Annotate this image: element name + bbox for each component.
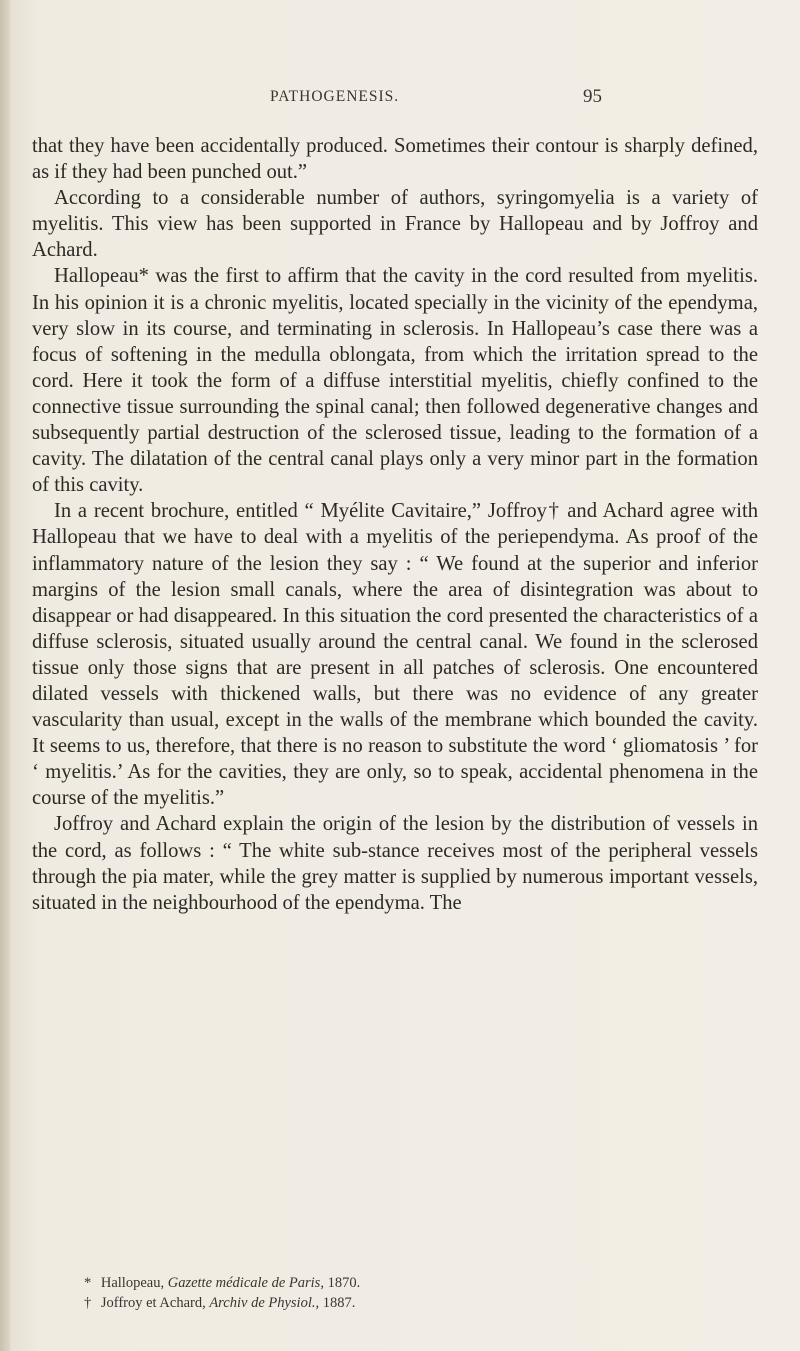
footnote-mark: * [84,1275,92,1291]
paragraph: Hallopeau* was the first to affirm that the cavity in the cord resulted from myelitis. In his opinion it is a chronic myelitis, located specially in the vicinity of the ependyma, very slow in its course, and terminating in sclerosis. In Hallopeau’s case there was a focus of softening in the medulla oblongata, from which the irritation spread to the cord. Here it took the form of a diffuse interstitial myelitis, chiefly confined to the connective tissue surrounding the spinal canal; then followed degenerative changes and subsequently partial destruction of the sclerosed tissue, leading to the formation of a cavity. The dilatation of the central canal plays only a very minor part in the formation of this cavity. [32,265,758,497]
footnote-author: Hallopeau, [100,1275,165,1291]
body-text [32,133,758,916]
paragraph: Joffroy and Achard explain the origin of the lesion by the distribution of vessels in the cord, as follows : “ The white sub-stance receives most of the peripheral vessels through the pia mater, while the grey matter is supplied by numerous important vessels, situated in the neighbourhood of the ependyma. The [32,813,758,914]
footnote [54,1293,764,1313]
footnote-mark: † [84,1295,92,1311]
paragraph: that they have been accidentally produced. Sometimes their contour is sharply defined, as if they had been punched out.” [32,135,758,184]
footnote-year: 1870. [327,1275,361,1291]
paragraph: In a recent brochure, entitled “ Myélite Cavitaire,” Joffroy† and Achard agree with Hallopeau that we have to deal with a myelitis of the periependyma. As proof of the inflammatory nature of the lesion they say : “ We found at the superior and inferior margins of the lesion small canals, where the area of disintegration was about to disappear or had disappeared. In this situation the cord presented the characteristics of a diffuse sclerosis, situated usually around the central canal. We found in the sclerosed tissue only those signs that are present in all patches of sclerosis. One encountered dilated vessels with thickened walls, but there was no evidence of any greater vascularity than usual, except in the walls of the membrane which bounded the cavity. It seems to us, therefore, that there is no reason to substitute the word ‘ gliomatosis ’ for ‘ myelitis.’ As for the cavities, they are only, so to speak, accidental phenomena in the course of the myelitis.” [32,500,758,810]
footnote-source: Gazette médicale de Paris, [167,1275,324,1291]
footnotes [54,1273,764,1313]
footnote-author: Joffroy et Achard, [100,1295,206,1311]
page-header [0,88,800,112]
page-number: 95 [583,86,602,107]
page-gutter [0,0,10,1351]
footnote-year: 1887. [322,1295,356,1311]
footnote [54,1273,764,1293]
footnote-source: Archiv de Physiol., [209,1295,320,1311]
paragraph: According to a considerable number of authors, syringomyelia is a variety of myelitis. This view has been supported in France by Hallopeau and by Joffroy and Achard. [32,187,758,262]
running-head: PATHOGENESIS. [270,88,400,105]
